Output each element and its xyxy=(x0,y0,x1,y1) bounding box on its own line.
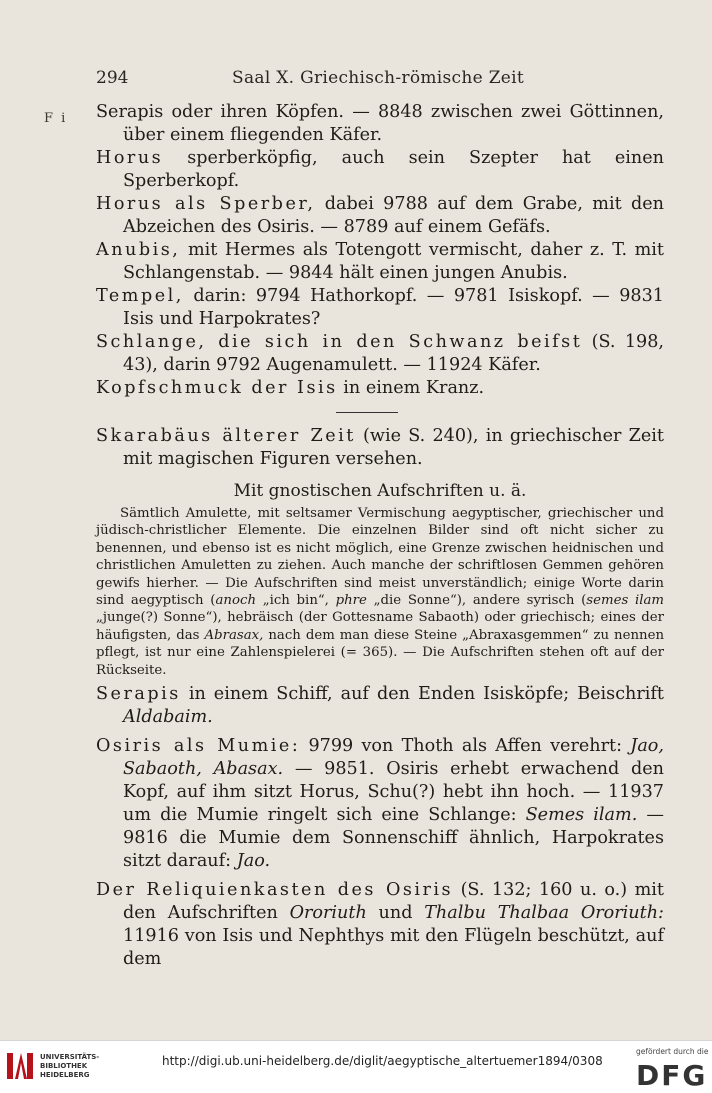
entry-horus: Horus sperberköpfig, auch sein Szepter hat einen Sperberkopf. xyxy=(96,148,664,191)
entry-osiris-mumie: Osiris als Mumie: 9799 von Thoth als Affen verehrt: Jao, Sabaoth, Abasax. — 9851. Osiris erhebt erwachend den Kopf, auf ihm sitzt Horus, Schu(?) hebt ihn hoch. — 11937 um die Mumie ringelt sich eine Schlange: Semes ilam. — 9816 die Mumie dem Sonnenschiff ähnlich, Harpokrates sitzt darauf: Jao. xyxy=(96,736,665,872)
entry-serapis-heads: Serapis oder ihren Köpfen. — 8848 zwischen zwei Göttinnen, über einem fliegenden Käfer. xyxy=(96,102,664,145)
page-body xyxy=(96,101,664,971)
entry-kopfschmuck: Kopfschmuck der Isis in einem Kranz. xyxy=(96,378,485,398)
margin-mark: F i xyxy=(44,111,68,126)
university-library-logo[interactable] xyxy=(6,1049,126,1085)
dfg-logo[interactable]: DFG xyxy=(636,1059,708,1092)
page-number: 294 xyxy=(96,68,129,88)
section-note: Sämtlich Amulette, mit seltsamer Vermischung aegyptischer, griechischer und jüdisch-christlicher Elemente. Die einzelnen Bilder sind oft nicht sicher zu benennen, und ebenso ist es nicht möglich, eine Grenze zwischen heidnischen und christlichen Amuletten zu ziehen. Auch manche der schriftlosen Gemmen gehören gewifs hierher. — Die Aufschriften sind meist unverständlich; einige Worte darin sind aegyptisch (anoch „ich bin“, phre „die Sonne“), andere syrisch (semes ilam „junge(?) Sonne“), hebräisch (der Gottesname Sabaoth) oder griechisch; eines der häufigsten, das Abrasax, nach dem man diese Steine „Abraxasgemmen“ zu nennen pflegt, ist nur eine Zahlenspielerei (= 365). — Die Aufschriften stehen oft auf der Rückseite. xyxy=(96,506,665,678)
entry-horus-sperber: Horus als Sperber, dabei 9788 auf dem Grabe, mit den Abzeichen des Osiris. — 8789 auf einem Gefäfs. xyxy=(96,194,664,237)
entry-tempel: Tempel, darin: 9794 Hathorkopf. — 9781 Isiskopf. — 9831 Isis und Harpokrates? xyxy=(96,286,664,329)
section-divider xyxy=(336,412,398,413)
funding-note: gefördert durch die xyxy=(636,1047,709,1056)
entry-skarabaeus: Skarabäus älterer Zeit (wie S. 240), in griechischer Zeit mit magischen Figuren versehen. xyxy=(96,426,664,469)
entry-reliquienkasten: Der Reliquienkasten des Osiris (S. 132; 160 u. o.) mit den Aufschriften Ororiuth und Thalbu Thalbaa Ororiuth: 11916 von Isis und Nephthys mit den Flügeln beschützt, auf dem xyxy=(96,880,664,970)
running-title: Saal X. Griechisch-römische Zeit xyxy=(232,68,525,88)
entry-anubis: Anubis, mit Hermes als Totengott vermischt, daher z. T. mit Schlangenstab. — 9844 hält einen jungen Anubis. xyxy=(96,240,664,283)
permalink-url[interactable]: http://digi.ub.uni-heidelberg.de/diglit/aegyptische_altertuemer1894/0308 xyxy=(162,1054,603,1068)
viewer-footer xyxy=(0,1040,712,1093)
entry-serapis-schiff: Serapis in einem Schiff, auf den Enden Isisköpfe; Beischrift Aldabaim. xyxy=(96,684,664,728)
section-heading: Mit gnostischen Aufschriften u. ä. xyxy=(233,481,527,501)
library-name: UNIVERSITÄTS- BIBLIOTHEK HEIDELBERG xyxy=(40,1053,100,1079)
entry-schlange: Schlange, die sich in den Schwanz beifst (S. 198, 43), darin 9792 Augenamulett. — 11924 Käfer. xyxy=(96,332,664,375)
library-emblem-icon xyxy=(6,1049,34,1083)
running-header xyxy=(0,68,712,94)
